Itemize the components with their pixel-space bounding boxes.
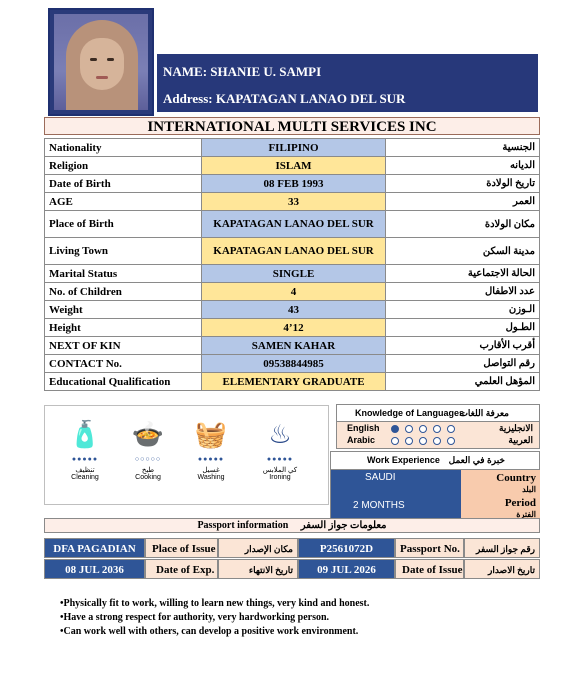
remarks <box>60 597 530 639</box>
applicant-address: Address: KAPATAGAN LANAO DEL SUR <box>163 91 406 106</box>
country-label-arabic: البلد <box>522 485 536 494</box>
detail-label-arabic: الديانه <box>386 157 540 175</box>
remark-line: •Can work well with others, can develop a positive work environment. <box>60 626 359 637</box>
level-circle <box>447 425 455 433</box>
passport-header <box>44 518 540 533</box>
detail-label-arabic: تاريخ الولادة <box>386 175 540 193</box>
passport-number-value: P2561072D <box>298 538 395 558</box>
country-label: Country <box>496 472 536 484</box>
level-circle <box>419 437 427 445</box>
skill-rating: ●●●●● <box>71 456 99 463</box>
skill-rating: ○○○○○ <box>134 456 162 463</box>
date-of-issue-value: 09 JUL 2026 <box>298 559 395 579</box>
passport-row-1 <box>44 538 540 558</box>
applicant-name: NAME: SHANIE U. SAMPI <box>163 64 322 79</box>
skill-cleaning <box>55 416 115 481</box>
language-name-arabic: العربية <box>508 435 533 445</box>
skill-rating: ●●●●● <box>266 456 294 463</box>
date-of-expiry-label-arabic: تاريخ الانتهاء <box>218 559 298 579</box>
name-banner <box>157 54 538 112</box>
skill-label-arabic: غسيل <box>202 467 220 474</box>
detail-row <box>45 211 540 238</box>
language-name-arabic: الانجليزية <box>499 423 533 433</box>
detail-value: FILIPINO <box>202 139 386 157</box>
detail-label: AGE <box>45 193 202 211</box>
level-circle <box>391 437 399 445</box>
detail-label: Religion <box>45 157 202 175</box>
detail-label: Place of Birth <box>45 211 202 238</box>
detail-value: 08 FEB 1993 <box>202 175 386 193</box>
passport-number-label-arabic: رقم جواز السفر <box>464 538 540 558</box>
detail-label-arabic: الطـول <box>386 319 540 337</box>
skill-label: Cooking <box>135 474 161 481</box>
detail-label: Weight <box>45 301 202 319</box>
detail-value: SINGLE <box>202 265 386 283</box>
level-circle <box>433 437 441 445</box>
detail-label-arabic: الجنسية <box>386 139 540 157</box>
detail-label: No. of Children <box>45 283 202 301</box>
detail-label: NEXT OF KIN <box>45 337 202 355</box>
level-circle <box>405 425 413 433</box>
detail-label-arabic: المؤهل العلمي <box>386 373 540 391</box>
detail-label-arabic: مكان الولادة <box>386 211 540 238</box>
detail-row <box>45 193 540 211</box>
skill-ironing <box>250 416 310 481</box>
detail-label-arabic: أقرب الأقارب <box>386 337 540 355</box>
detail-value: 33 <box>202 193 386 211</box>
detail-label: CONTACT No. <box>45 355 202 373</box>
date-of-issue-label-arabic: تاريخ الاصدار <box>464 559 540 579</box>
detail-row <box>45 238 540 265</box>
detail-value: ELEMENTARY GRADUATE <box>202 373 386 391</box>
skill-label: Washing <box>197 474 225 481</box>
level-circle <box>447 437 455 445</box>
personal-details-table <box>44 138 540 391</box>
detail-label: Height <box>45 319 202 337</box>
detail-label: Educational Qualification <box>45 373 202 391</box>
passport-title-arabic: معلومات جواز السفر <box>300 520 387 531</box>
remark-line: •Have a strong respect for authority, very hardworking person. <box>60 612 330 623</box>
detail-value: KAPATAGAN LANAO DEL SUR <box>202 238 386 265</box>
detail-label: Living Town <box>45 238 202 265</box>
level-circle <box>433 425 441 433</box>
detail-row <box>45 139 540 157</box>
place-of-issue-label-arabic: مكان الإصدار <box>218 538 298 558</box>
skill-label-arabic: تنظيف <box>75 467 95 474</box>
work-title-arabic: خبرة في العمل <box>448 455 505 465</box>
skill-label: Cleaning <box>71 474 99 481</box>
washing-icon: 🧺 <box>194 419 228 449</box>
detail-row <box>45 283 540 301</box>
detail-row <box>45 337 540 355</box>
detail-value: 09538844985 <box>202 355 386 373</box>
language-name: Arabic <box>347 435 376 445</box>
date-of-expiry-label: Date of Exp. <box>145 559 218 579</box>
detail-value: 4’12 <box>202 319 386 337</box>
languages-title: Knowledge of Languages <box>355 408 465 418</box>
detail-value: KAPATAGAN LANAO DEL SUR <box>202 211 386 238</box>
date-of-expiry-value: 08 JUL 2036 <box>44 559 145 579</box>
detail-value: ISLAM <box>202 157 386 175</box>
work-country: SAUDI <box>365 472 396 483</box>
detail-label-arabic: الحالة الاجتماعية <box>386 265 540 283</box>
detail-row <box>45 319 540 337</box>
passport-number-label: Passport No. <box>395 538 464 558</box>
work-period: 2 MONTHS <box>353 500 405 511</box>
work-title: Work Experience <box>367 455 440 465</box>
level-circle <box>391 425 399 433</box>
cleaning-icon: 🧴 <box>68 419 102 449</box>
detail-row <box>45 265 540 283</box>
detail-label-arabic: عدد الاطفال <box>386 283 540 301</box>
languages-panel <box>336 404 540 449</box>
company-name: INTERNATIONAL MULTI SERVICES INC <box>44 117 540 135</box>
work-experience-panel <box>330 451 540 518</box>
passport-row-2 <box>44 559 540 579</box>
skill-label-arabic: كي الملابس <box>262 467 298 474</box>
skill-label-arabic: طبخ <box>141 467 155 474</box>
detail-row <box>45 301 540 319</box>
level-circle <box>405 437 413 445</box>
detail-value: SAMEN KAHAR <box>202 337 386 355</box>
profile-photo <box>48 8 154 116</box>
remark-line: •Physically fit to work, willing to learn new things, very kind and honest. <box>60 598 370 609</box>
skill-washing <box>181 416 241 481</box>
cooking-icon: 🍲 <box>131 419 165 449</box>
place-of-issue-label: Place of Issue <box>145 538 218 558</box>
detail-label: Marital Status <box>45 265 202 283</box>
detail-row <box>45 175 540 193</box>
detail-label-arabic: الـوزن <box>386 301 540 319</box>
languages-title-arabic: معرفة اللغات <box>459 408 509 418</box>
period-label: Period <box>504 497 536 509</box>
detail-label: Date of Birth <box>45 175 202 193</box>
detail-label-arabic: العمر <box>386 193 540 211</box>
level-circle <box>419 425 427 433</box>
skill-cooking <box>118 416 178 481</box>
place-of-issue-value: DFA PAGADIAN <box>44 538 145 558</box>
ironing-icon: ♨ <box>268 419 292 449</box>
date-of-issue-label: Date of Issue <box>395 559 464 579</box>
passport-title: Passport information <box>197 520 289 531</box>
detail-label-arabic: رقم التواصل <box>386 355 540 373</box>
detail-row <box>45 157 540 175</box>
detail-value: 43 <box>202 301 386 319</box>
detail-label-arabic: مدينة السكن <box>386 238 540 265</box>
language-name: English <box>347 423 380 433</box>
detail-value: 4 <box>202 283 386 301</box>
skill-rating: ●●●●● <box>197 456 225 463</box>
skills-panel <box>44 405 329 505</box>
period-label-arabic: الفترة <box>516 510 536 518</box>
skill-label: Ironing <box>269 474 291 481</box>
detail-row <box>45 373 540 391</box>
detail-row <box>45 355 540 373</box>
detail-label: Nationality <box>45 139 202 157</box>
